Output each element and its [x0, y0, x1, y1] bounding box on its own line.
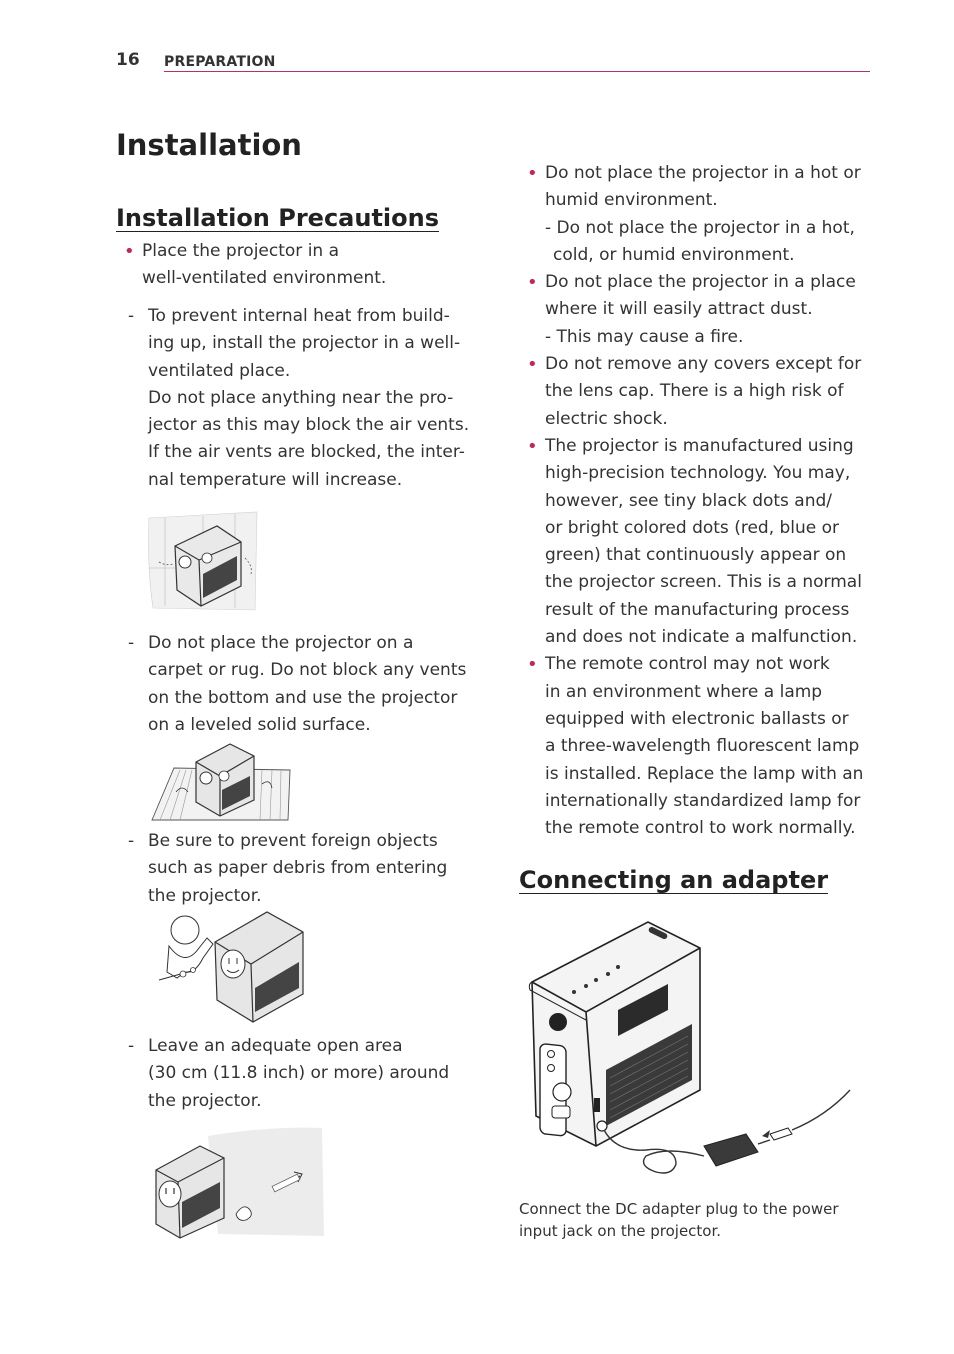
text-line: the projector.: [148, 1090, 262, 1111]
text-line: is installed. Replace the lamp with an: [545, 763, 864, 784]
connecting-adapter-heading: Connecting an adapter: [519, 866, 829, 894]
text-line: Do not place anything near the pro-: [148, 387, 454, 408]
text-line: such as paper debris from entering: [148, 858, 448, 879]
precaution-bullet-covers: [519, 351, 869, 433]
text-line: cold, or humid environment.: [553, 244, 795, 265]
text-line: green) that continuously appear on: [545, 545, 847, 566]
text-line: the remote control to work normally.: [545, 818, 856, 839]
header-rule: [164, 71, 870, 72]
text-line: - This may cause a fire.: [545, 326, 744, 347]
projector-adapter-illustration: [526, 920, 856, 1182]
text-line: • Do not place the projector in a hot or: [545, 163, 861, 183]
text-line: - Do not place the projector on a: [148, 633, 414, 653]
text-line: • The remote control may not work: [545, 654, 830, 675]
adapter-caption: [519, 1198, 864, 1242]
text-line: - Be sure to prevent foreign objects: [148, 831, 438, 851]
page-number: 16: [116, 50, 140, 70]
text-line: humid environment.: [545, 190, 718, 211]
precaution-bullet-hot-humid: [519, 160, 869, 269]
precaution-dash-heat: [116, 303, 476, 494]
text-line: - Leave an adequate open area: [148, 1036, 403, 1056]
text-line: Connect the DC adapter plug to the power: [519, 1200, 839, 1218]
text-line: in an environment where a lamp: [545, 681, 823, 702]
text-line: • The projector is manufactured using: [545, 435, 854, 456]
text-line: electric shock.: [545, 408, 668, 429]
text-line: on the bottom and use the projector: [148, 687, 458, 708]
text-line: the projector.: [148, 885, 262, 906]
precaution-bullet-dots: [519, 433, 869, 651]
installation-precautions-heading: Installation Precautions: [116, 204, 440, 232]
text-line: the lens cap. There is a high risk of: [545, 381, 844, 402]
text-line: a three-wavelength fluorescent lamp: [545, 736, 860, 757]
text-line: result of the manufacturing process: [545, 599, 850, 620]
text-line: equipped with electronic ballasts or: [545, 708, 849, 729]
text-line: carpet or rug. Do not block any vents: [148, 660, 467, 681]
projector-clearance-illustration: [148, 1124, 326, 1240]
text-line: • Do not place the projector in a place: [545, 272, 856, 293]
page-header: [116, 48, 870, 74]
page-title: Installation: [116, 128, 302, 162]
precaution-bullet-ventilation: [116, 238, 476, 293]
right-precautions-list: [519, 160, 869, 842]
projector-carpet-illustration: [150, 740, 294, 824]
text-line: jector as this may block the air vents.: [148, 415, 470, 436]
text-line: or bright colored dots (red, blue or: [545, 517, 840, 538]
text-line: If the air vents are blocked, the inter-: [148, 442, 465, 463]
projector-wall-illustration: [145, 508, 261, 614]
text-line: internationally standardized lamp for: [545, 790, 861, 811]
section-label: PREPARATION: [164, 54, 276, 70]
projector-foreign-objects-illustration: [155, 908, 307, 1026]
text-line: nal temperature will increase.: [148, 469, 403, 490]
text-line: - To prevent internal heat from build-: [148, 306, 450, 326]
precaution-bullet-dust: [519, 269, 869, 351]
text-line: (30 cm (11.8 inch) or more) around: [148, 1063, 450, 1084]
precaution-dash-carpet: [116, 630, 476, 739]
text-line: however, see tiny black dots and/: [545, 490, 833, 511]
precaution-dash-foreign-objects: [116, 828, 476, 910]
precaution-dash-open-area: [116, 1033, 476, 1115]
precaution-bullet-remote: [519, 651, 869, 842]
text-line: - Do not place the projector in a hot,: [545, 217, 855, 238]
text-line: ing up, install the projector in a well-: [148, 333, 461, 354]
text-line: and does not indicate a malfunction.: [545, 627, 858, 648]
text-line: the projector screen. This is a normal: [545, 572, 862, 593]
text-line: well-ventilated environment.: [142, 268, 387, 289]
text-line: input jack on the projector.: [519, 1222, 722, 1240]
text-line: on a leveled solid surface.: [148, 714, 371, 735]
text-line: • Place the projector in a: [142, 241, 340, 261]
text-line: • Do not remove any covers except for: [545, 354, 862, 375]
text-line: where it will easily attract dust.: [545, 299, 813, 320]
text-line: ventilated place.: [148, 360, 291, 381]
text-line: high-precision technology. You may,: [545, 463, 851, 484]
